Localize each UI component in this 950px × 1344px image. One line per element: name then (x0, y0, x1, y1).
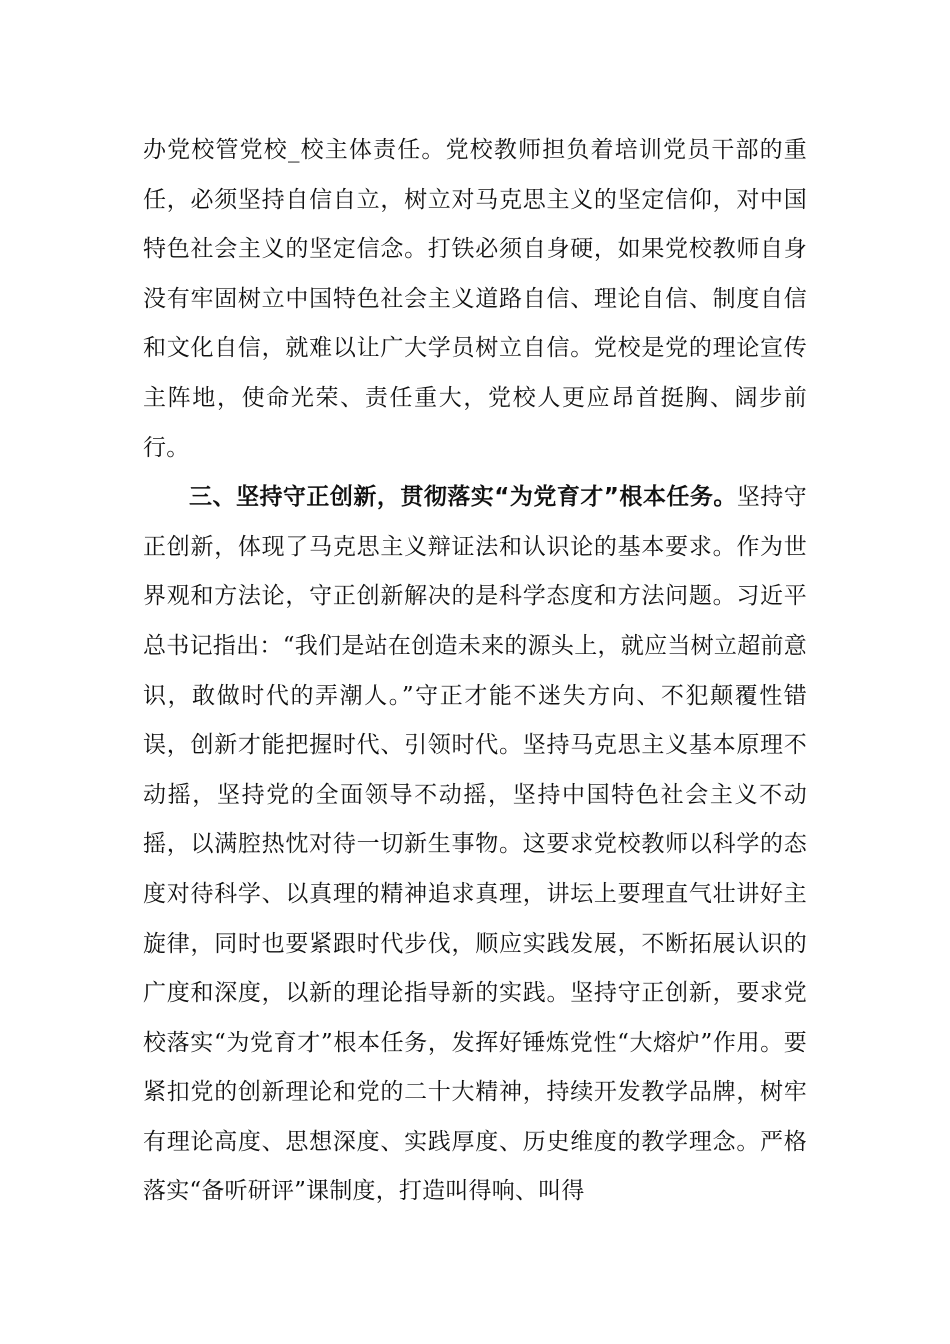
paragraph-section-three (143, 473, 807, 1217)
paragraph-continuation (143, 126, 807, 473)
paragraph-text: 办党校管党校_校主体责任。党校教师担负着培训党员干部的重任，必须坚持自信自立，树立对马克思主义的坚定信仰，对中国特色社会主义的坚定信念。打铁必须自身硬，如果党校教师自身没有牢固树立中国特色社会主义道路自信、理论自信、制度自信和文化自信，就难以让广大学员树立自信。党校是党的理论宣传主阵地，使命光荣、责任重大，党校人更应昂首挺胸、阔步前行。 (143, 137, 807, 461)
section-heading: 三、坚持守正创新，贯彻落实“为党育才”根本任务。 (189, 484, 737, 511)
paragraph-text: 坚持守正创新，体现了马克思主义辩证法和认识论的基本要求。作为世界观和方法论，守正创新解决的是科学态度和方法问题。习近平总书记指出：“我们是站在创造未来的源头上，就应当树立超前意识，敢做时代的弄潮人。”守正才能不迷失方向、不犯颠覆性错误，创新才能把握时代、引领时代。坚持马克思主义基本原理不动摇，坚持党的全面领导不动摇，坚持中国特色社会主义不动摇，以满腔热忱对待一切新生事物。这要求党校教师以科学的态度对待科学、以真理的精神追求真理，讲坛上要理直气壮讲好主旋律，同时也要紧跟时代步伐，顺应实践发展，不断拓展认识的广度和深度，以新的理论指导新的实践。坚持守正创新，要求党校落实“为党育才”根本任务，发挥好锤炼党性“大熔炉”作用。要紧扣党的创新理论和党的二十大精神，持续开发教学品牌，树牢有理论高度、思想深度、实践厚度、历史维度的教学理念。严格落实“备听研评”课制度，打造叫得响、叫得 (143, 484, 807, 1205)
document-body (143, 126, 807, 1217)
